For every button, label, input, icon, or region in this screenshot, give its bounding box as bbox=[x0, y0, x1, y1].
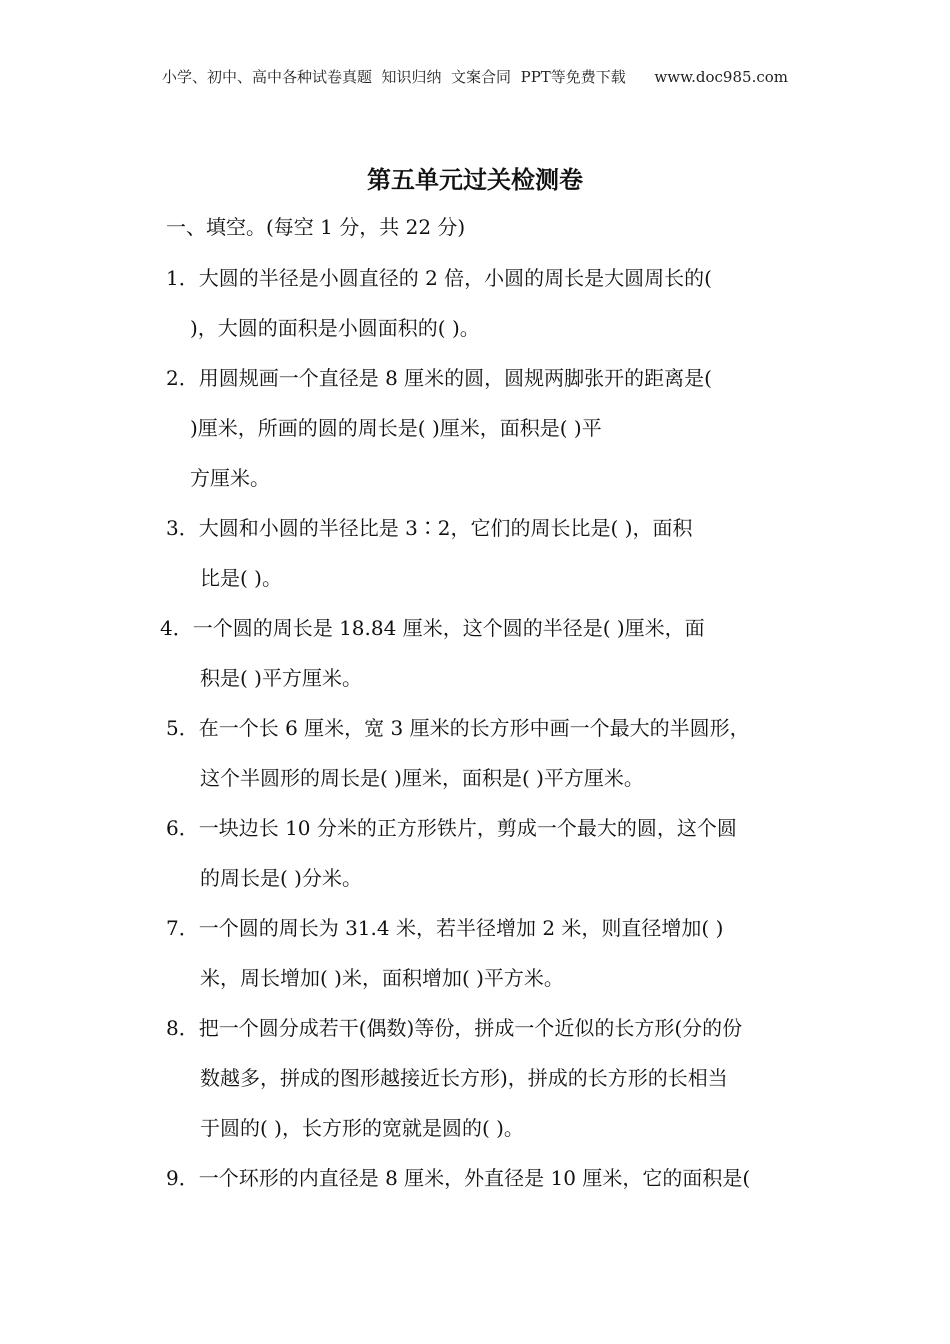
q9-line-1: 9．一个环形的内直径是 8 厘米，外直径是 10 厘米，它的面积是( bbox=[166, 1166, 751, 1190]
q2-line-1: 2．用圆规画一个直径是 8 厘米的圆，圆规两脚张开的距离是( bbox=[166, 366, 712, 390]
q6-line-1: 6．一块边长 10 分米的正方形铁片，剪成一个最大的圆，这个圆 bbox=[166, 816, 737, 840]
q1-line-2: )，大圆的面积是小圆面积的( )。 bbox=[190, 316, 480, 340]
q5-line-2: 这个半圆形的周长是( )厘米，面积是( )平方厘米。 bbox=[200, 766, 644, 790]
q8-line-3: 于圆的( )，长方形的宽就是圆的( )。 bbox=[200, 1116, 524, 1140]
q4-line-1: 4．一个圆的周长是 18.84 厘米，这个圆的半径是( )厘米，面 bbox=[160, 616, 705, 640]
q8-line-2: 数越多，拼成的图形越接近长方形)，拼成的长方形的长相当 bbox=[200, 1066, 728, 1090]
q6-line-2: 的周长是( )分米。 bbox=[200, 866, 362, 890]
q2-line-3: 方厘米。 bbox=[190, 466, 270, 490]
q5-line-1: 5．在一个长 6 厘米，宽 3 厘米的长方形中画一个最大的半圆形， bbox=[166, 716, 750, 740]
site-header-text: 小学、初中、高中各种试卷真题 知识归纳 文案合同 PPT等免费下载 www.doc985.com bbox=[161, 68, 788, 86]
q3-line-1: 3．大圆和小圆的半径比是 3∶2，它们的周长比是( )，面积 bbox=[166, 516, 693, 540]
q8-line-1: 8．把一个圆分成若干(偶数)等份，拼成一个近似的长方形(分的份 bbox=[166, 1016, 743, 1040]
q4-line-2: 积是( )平方厘米。 bbox=[200, 666, 362, 690]
page-title: 第五单元过关检测卷 bbox=[367, 166, 583, 194]
q7-line-1: 7．一个圆的周长为 31.4 米，若半径增加 2 米，则直径增加( ) bbox=[166, 916, 724, 940]
q3-line-2: 比是( )。 bbox=[200, 566, 282, 590]
q1-line-1: 1．大圆的半径是小圆直径的 2 倍，小圆的周长是大圆周长的( bbox=[166, 266, 712, 290]
q2-line-2: )厘米，所画的圆的周长是( )厘米，面积是( )平 bbox=[190, 416, 602, 440]
section-heading: 一、填空。(每空 1 分，共 22 分) bbox=[166, 215, 466, 239]
q7-line-2: 米，周长增加( )米，面积增加( )平方米。 bbox=[200, 966, 564, 990]
